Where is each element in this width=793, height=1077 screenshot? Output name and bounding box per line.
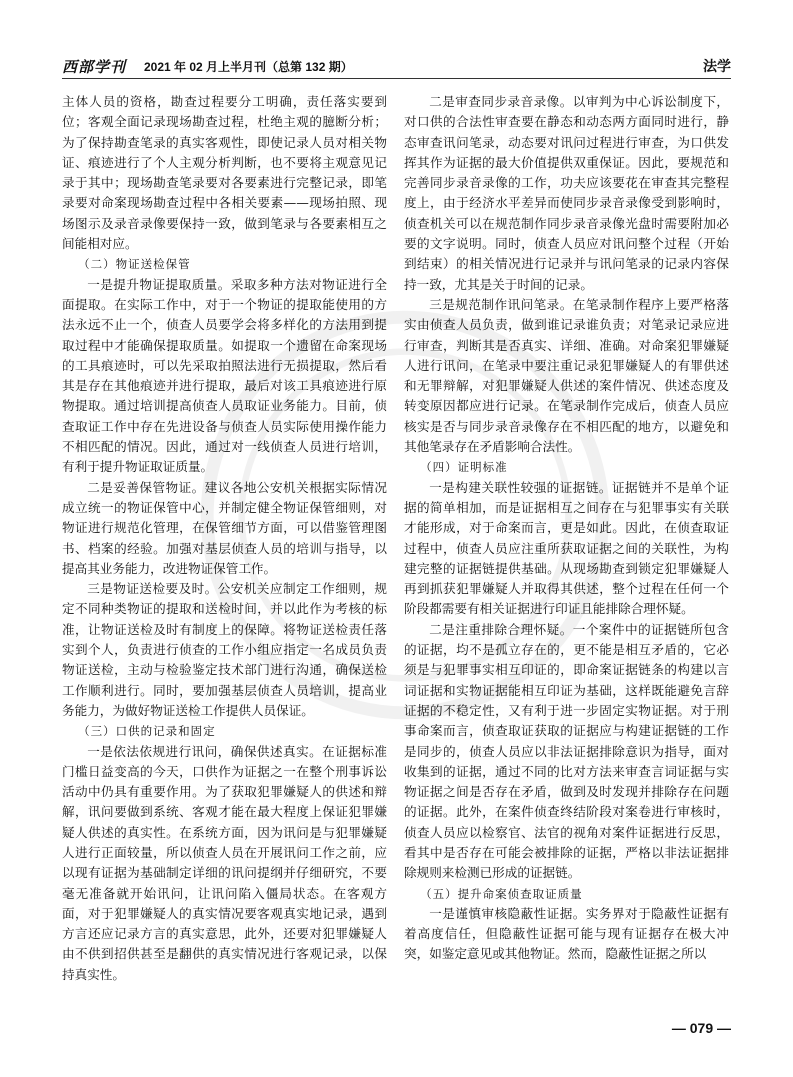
section-label: 法学: [703, 58, 731, 74]
body-paragraph: 二是妥善保管物证。建议各地公安机关根据实际情况成立统一的物证保管中心，并制定健全物证保管细则，对物证进行规范化管理，在保管细节方面，可以借鉴管理图书、档案的经验。加强对基层侦查人员的培训与指导，以提高其业务能力，改进物证保管工作。: [62, 479, 387, 576]
body-paragraph: 三是物证送检要及时。公安机关应制定工作细则，规定不同种类物证的提取和送检时间，并以此作为考核的标准，让物证送检及时有制度上的保障。将物证送检责任落实到个人，负责进行侦查的工作小组应指定一名成员负责物证送检，主动与检验鉴定技术部门进行沟通，确保送检工作顺利进行。同时，要加强基层侦查人员培训，提高业务能力，为做好物证送检工作提供人员保证。: [62, 581, 387, 718]
journal-logo: 西部学刊: [62, 58, 127, 76]
body-paragraph: 二是注重排除合理怀疑。一个案件中的证据链所包含的证据，均不是孤立存在的，更不能是相互矛盾的，它必须是与犯罪事实相互印证的，即命案证据链条的构建以言词证据和实物证据能相互印证为基础，这样既能避免言辞证据的不稳定性，又有利于进一步固定实物证据。对于刑事命案而言，侦查取证获取的证据应与构建证据链的工作是同步的，侦查人员应以非法证据排除意识为指导，面对收集到的证据，通过不同的比对方法来审查言词证据与实物证据之间是否存在矛盾，做到及时发现并排除存在问题的证据。此外，在案件侦查终结阶段对案卷进行审核时，侦查人员应以检察官、法官的视角对案件证据进行反思，看其中是否存在可能会被排除的证据，严格以非法证据排除规则来检测已形成的证据链。: [404, 621, 729, 881]
body-paragraph: 一是依法依规进行讯问，确保供述真实。在证据标准门槛日益变高的今天，口供作为证据之一在整个刑事诉讼活动中仍具有重要作用。为了获取犯罪嫌疑人的供述和辩解，讯问要做到系统、客观才能在最大程度上保证犯罪嫌疑人供述的真实性。在系统方面，因为讯问是与犯罪嫌疑人进行正面较量，所以侦查人员在开展讯问工作之前，应以现有证据为基础制定详细的讯问提纲并仔细研究，不要毫无准备就开始讯问，让讯问陷入僵局状态。在客观方面，对于犯罪嫌疑人的真实情况要客观真实地记录，遇到方言还应记录方言的真实意思，此外，还要对犯罪嫌疑人由不供到招供甚至是翻供的真实情况进行客观记录，以保持真实性。: [62, 743, 387, 982]
body-paragraph: 主体人员的资格，勘查过程要分工明确，责任落实要到位；客观全面记录现场勘查过程，杜绝主观的臆断分析；为了保持勘查笔录的真实客观性，即使记录人员对相关物证、痕迹进行了个人主观分析判断，也不要将主观意见记录于其中；现场勘查笔录要对各要素进行完整记录，即笔录要对命案现场勘查过程中各相关要素——现场拍照、现场图示及录音录像要保持一致，做到笔录与各要素相互之间能相对应。: [62, 94, 387, 252]
section-heading: （四）证明标准: [420, 460, 508, 475]
section-heading: （五）提升命案侦查取证质量: [420, 886, 583, 901]
right-column: [404, 92, 729, 965]
body-paragraph: 一是构建关联性较强的证据链。证据链并不是单个证据的简单相加，而是证据相互之间存在与犯罪事实有关联才能形成，对于命案而言，更是如此。因此，在侦查取证过程中，侦查人员应注重所获取证据之间的关联性，为构建完整的证据链提供基础。从现场勘查到锁定犯罪嫌疑人再到抓获犯罪嫌疑人并取得其供述，整个过程在任何一个阶段都需要有相关证据进行印证且能排除合理怀疑。: [404, 479, 729, 617]
issue-info: 2021 年 02 月上半月刊（总第 132 期）: [144, 60, 353, 74]
body-paragraph: 二是审查同步录音录像。以审判为中心诉讼制度下，对口供的合法性审查要在静态和动态两方面同时进行，静态审查讯问笔录，动态要对讯问过程进行审查，为口供发挥其作为证据的最大价值提供双重保证。因此，要规范和完善同步录音录像的工作，功夫应该要花在审查其完整程度上，由于经济水平差异而使同步录音录像受到影响时，侦查机关可以在规范制作同步录音录像光盘时需要附加必要的文字说明。同时，侦查人员应对讯问整个过程（开始到结束）的相关情况进行记录并与讯问笔录的记录内容保持一致，尤其是关于时间的记录。: [404, 94, 729, 292]
page-number: — 079 —: [671, 1020, 731, 1036]
section-heading: （二）物证送检保管: [78, 257, 191, 272]
left-column: [62, 92, 387, 985]
body-paragraph: 一是谨慎审核隐蔽性证据。实务界对于隐蔽性证据有着高度信任，但隐蔽性证据可能与现有证据存在极大冲突，如鉴定意见或其他物证。然而，隐蔽性证据之所以: [404, 905, 729, 962]
body-paragraph: 一是提升物证提取质量。采取多种方法对物证进行全面提取。在实际工作中，对于一个物证的提取能使用的方法永远不止一个，侦查人员要学会将多样化的方法用到提取过程中才能确保提取质量。如提取一个遗留在命案现场的工具痕迹时，可以先采取拍照法进行无损提取，然后看其是存在其他痕迹并进行提取，最后对该工具痕迹进行原物提取。通过培训提高侦查人员取证业务能力。目前，侦查取证工作中存在先进设备与侦查人员实际使用操作能力不相匹配的情况。因此，通过对一线侦查人员进行培训，有利于提升物证取证质量。: [62, 276, 387, 475]
running-header: [62, 56, 731, 79]
body-paragraph: 三是规范制作讯问笔录。在笔录制作程序上要严格落实由侦查人员负责，做到谁记录谁负责；对笔录记录应进行审查，判断其是否真实、详细、准确。对命案犯罪嫌疑人进行讯问，在笔录中要注重记录犯罪嫌疑人的有罪供述和无罪辩解，对犯罪嫌疑人供述的案件情况、供述态度及转变原因都应进行记录。在笔录制作完成后，侦查人员应核实是否与同步录音录像存在不相匹配的地方，以避免和其他笔录存在矛盾影响合法性。: [404, 296, 729, 455]
section-heading: （三）口供的记录和固定: [78, 724, 216, 739]
